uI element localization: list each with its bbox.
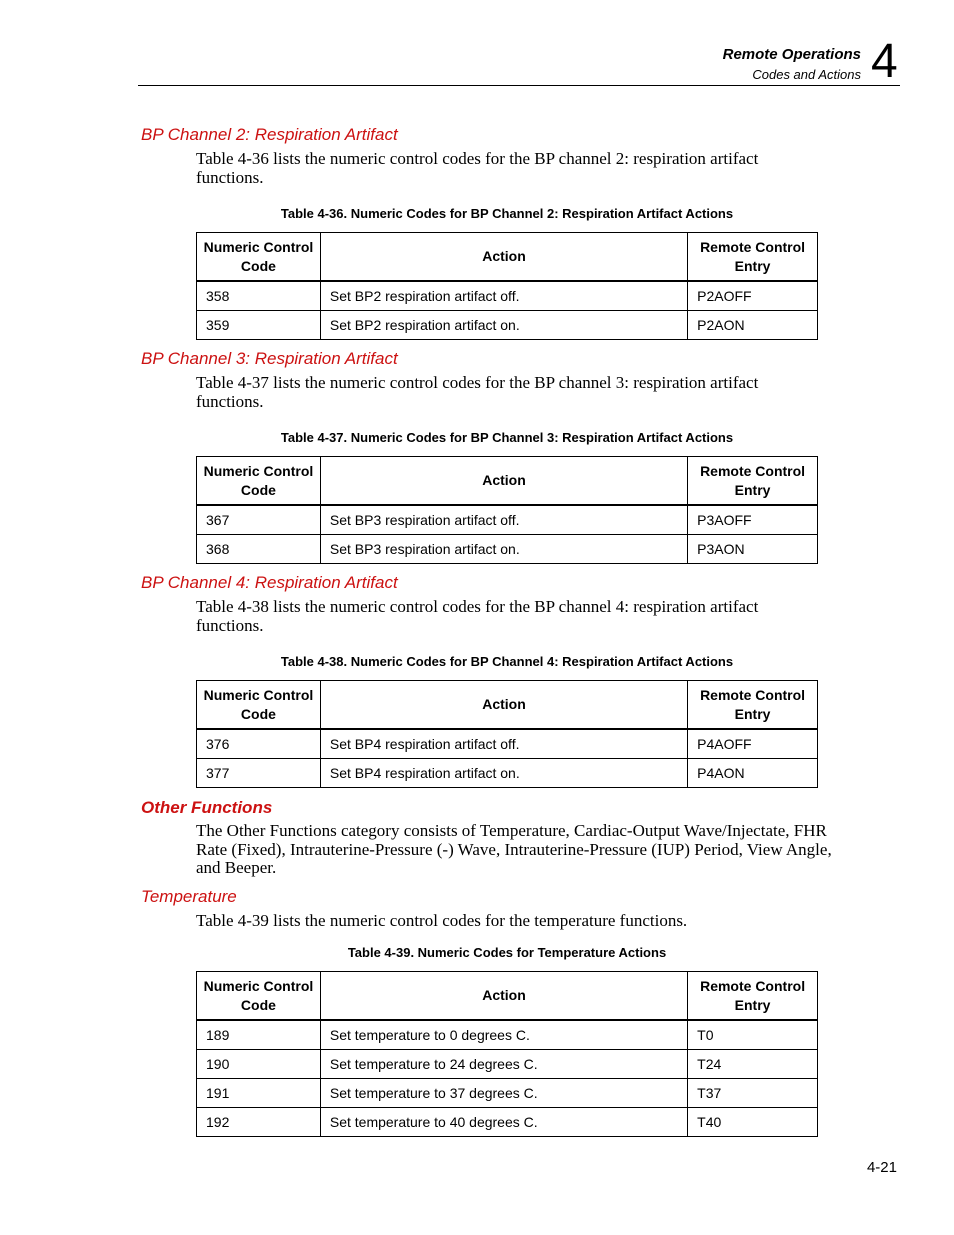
cell-entry: T0: [688, 1020, 818, 1050]
section-heading-bp3: BP Channel 3: Respiration Artifact: [141, 349, 398, 368]
page-number: 4-21: [866, 1159, 897, 1176]
column-header-entry: Remote Control Entry: [688, 233, 818, 282]
paragraph-bp4: Table 4-38 lists the numeric control codes for the BP channel 4: respiration artifact functions.: [196, 597, 759, 635]
cell-action: Set BP2 respiration artifact off.: [320, 281, 687, 311]
table-caption-4-36: Table 4-36. Numeric Codes for BP Channel 2: Respiration Artifact Actions: [280, 206, 734, 221]
cell-action: Set BP4 respiration artifact on.: [320, 759, 687, 788]
table-caption-4-37: Table 4-37. Numeric Codes for BP Channel 3: Respiration Artifact Actions: [280, 430, 734, 445]
table-caption-4-39: Table 4-39. Numeric Codes for Temperature Actions: [347, 945, 667, 960]
table-row: [197, 759, 818, 788]
column-header-action: Action: [320, 681, 687, 730]
paragraph-temperature: Table 4-39 lists the numeric control codes for the temperature functions.: [196, 911, 688, 930]
section-heading-bp2: BP Channel 2: Respiration Artifact: [141, 125, 398, 144]
column-header-code: Numeric Control Code: [197, 972, 321, 1021]
chapter-number: 4: [871, 35, 898, 88]
cell-entry: T37: [688, 1079, 818, 1108]
cell-code: 190: [197, 1050, 321, 1079]
section-title: Codes and Actions: [752, 67, 861, 82]
table-row: [197, 1079, 818, 1108]
cell-code: 377: [197, 759, 321, 788]
table-row: [197, 311, 818, 340]
paragraph-other-functions: The Other Functions category consists of Temperature, Cardiac-Output Wave/Injectate, FHR Rate (Fixed), Intrauterine-Pressure (-) Wave, Intrauterine-Pressure (IUP) Period, View Angle, and Beeper.: [196, 821, 832, 877]
cell-entry: T24: [688, 1050, 818, 1079]
cell-code: 359: [197, 311, 321, 340]
column-header-entry: Remote Control Entry: [688, 457, 818, 506]
table-row: [197, 1020, 818, 1050]
paragraph-bp2: Table 4-36 lists the numeric control codes for the BP channel 2: respiration artifact functions.: [196, 149, 759, 187]
table-row: [197, 1050, 818, 1079]
cell-action: Set BP4 respiration artifact off.: [320, 729, 687, 759]
table-row: [197, 729, 818, 759]
cell-action: Set BP2 respiration artifact on.: [320, 311, 687, 340]
cell-code: 192: [197, 1108, 321, 1137]
section-heading-other-functions: Other Functions: [141, 798, 273, 817]
column-header-code: Numeric Control Code: [197, 681, 321, 730]
cell-action: Set temperature to 24 degrees C.: [320, 1050, 687, 1079]
cell-action: Set temperature to 0 degrees C.: [320, 1020, 687, 1050]
paragraph-bp3: Table 4-37 lists the numeric control codes for the BP channel 3: respiration artifact functions.: [196, 373, 759, 411]
table-row: [197, 1108, 818, 1137]
cell-entry: P3AON: [688, 535, 818, 564]
cell-action: Set BP3 respiration artifact on.: [320, 535, 687, 564]
table-4-39: [196, 971, 818, 1137]
cell-action: Set temperature to 37 degrees C.: [320, 1079, 687, 1108]
header-rule: [138, 85, 900, 86]
cell-entry: P4AON: [688, 759, 818, 788]
cell-code: 368: [197, 535, 321, 564]
cell-code: 358: [197, 281, 321, 311]
cell-entry: P4AOFF: [688, 729, 818, 759]
column-header-entry: Remote Control Entry: [688, 972, 818, 1021]
cell-action: Set BP3 respiration artifact off.: [320, 505, 687, 535]
section-heading-temperature: Temperature: [141, 887, 237, 906]
table-caption-4-38: Table 4-38. Numeric Codes for BP Channel 4: Respiration Artifact Actions: [280, 654, 734, 669]
table-4-36: [196, 232, 818, 340]
cell-entry: T40: [688, 1108, 818, 1137]
cell-code: 367: [197, 505, 321, 535]
column-header-entry: Remote Control Entry: [688, 681, 818, 730]
cell-code: 191: [197, 1079, 321, 1108]
cell-entry: P3AOFF: [688, 505, 818, 535]
cell-action: Set temperature to 40 degrees C.: [320, 1108, 687, 1137]
column-header-code: Numeric Control Code: [197, 457, 321, 506]
column-header-action: Action: [320, 972, 687, 1021]
cell-code: 376: [197, 729, 321, 759]
column-header-action: Action: [320, 233, 687, 282]
chapter-title: Remote Operations: [722, 46, 861, 63]
table-4-37: [196, 456, 818, 564]
table-row: [197, 535, 818, 564]
cell-code: 189: [197, 1020, 321, 1050]
section-heading-bp4: BP Channel 4: Respiration Artifact: [141, 573, 398, 592]
table-row: [197, 281, 818, 311]
column-header-action: Action: [320, 457, 687, 506]
cell-entry: P2AON: [688, 311, 818, 340]
cell-entry: P2AOFF: [688, 281, 818, 311]
column-header-code: Numeric Control Code: [197, 233, 321, 282]
table-4-38: [196, 680, 818, 788]
table-row: [197, 505, 818, 535]
